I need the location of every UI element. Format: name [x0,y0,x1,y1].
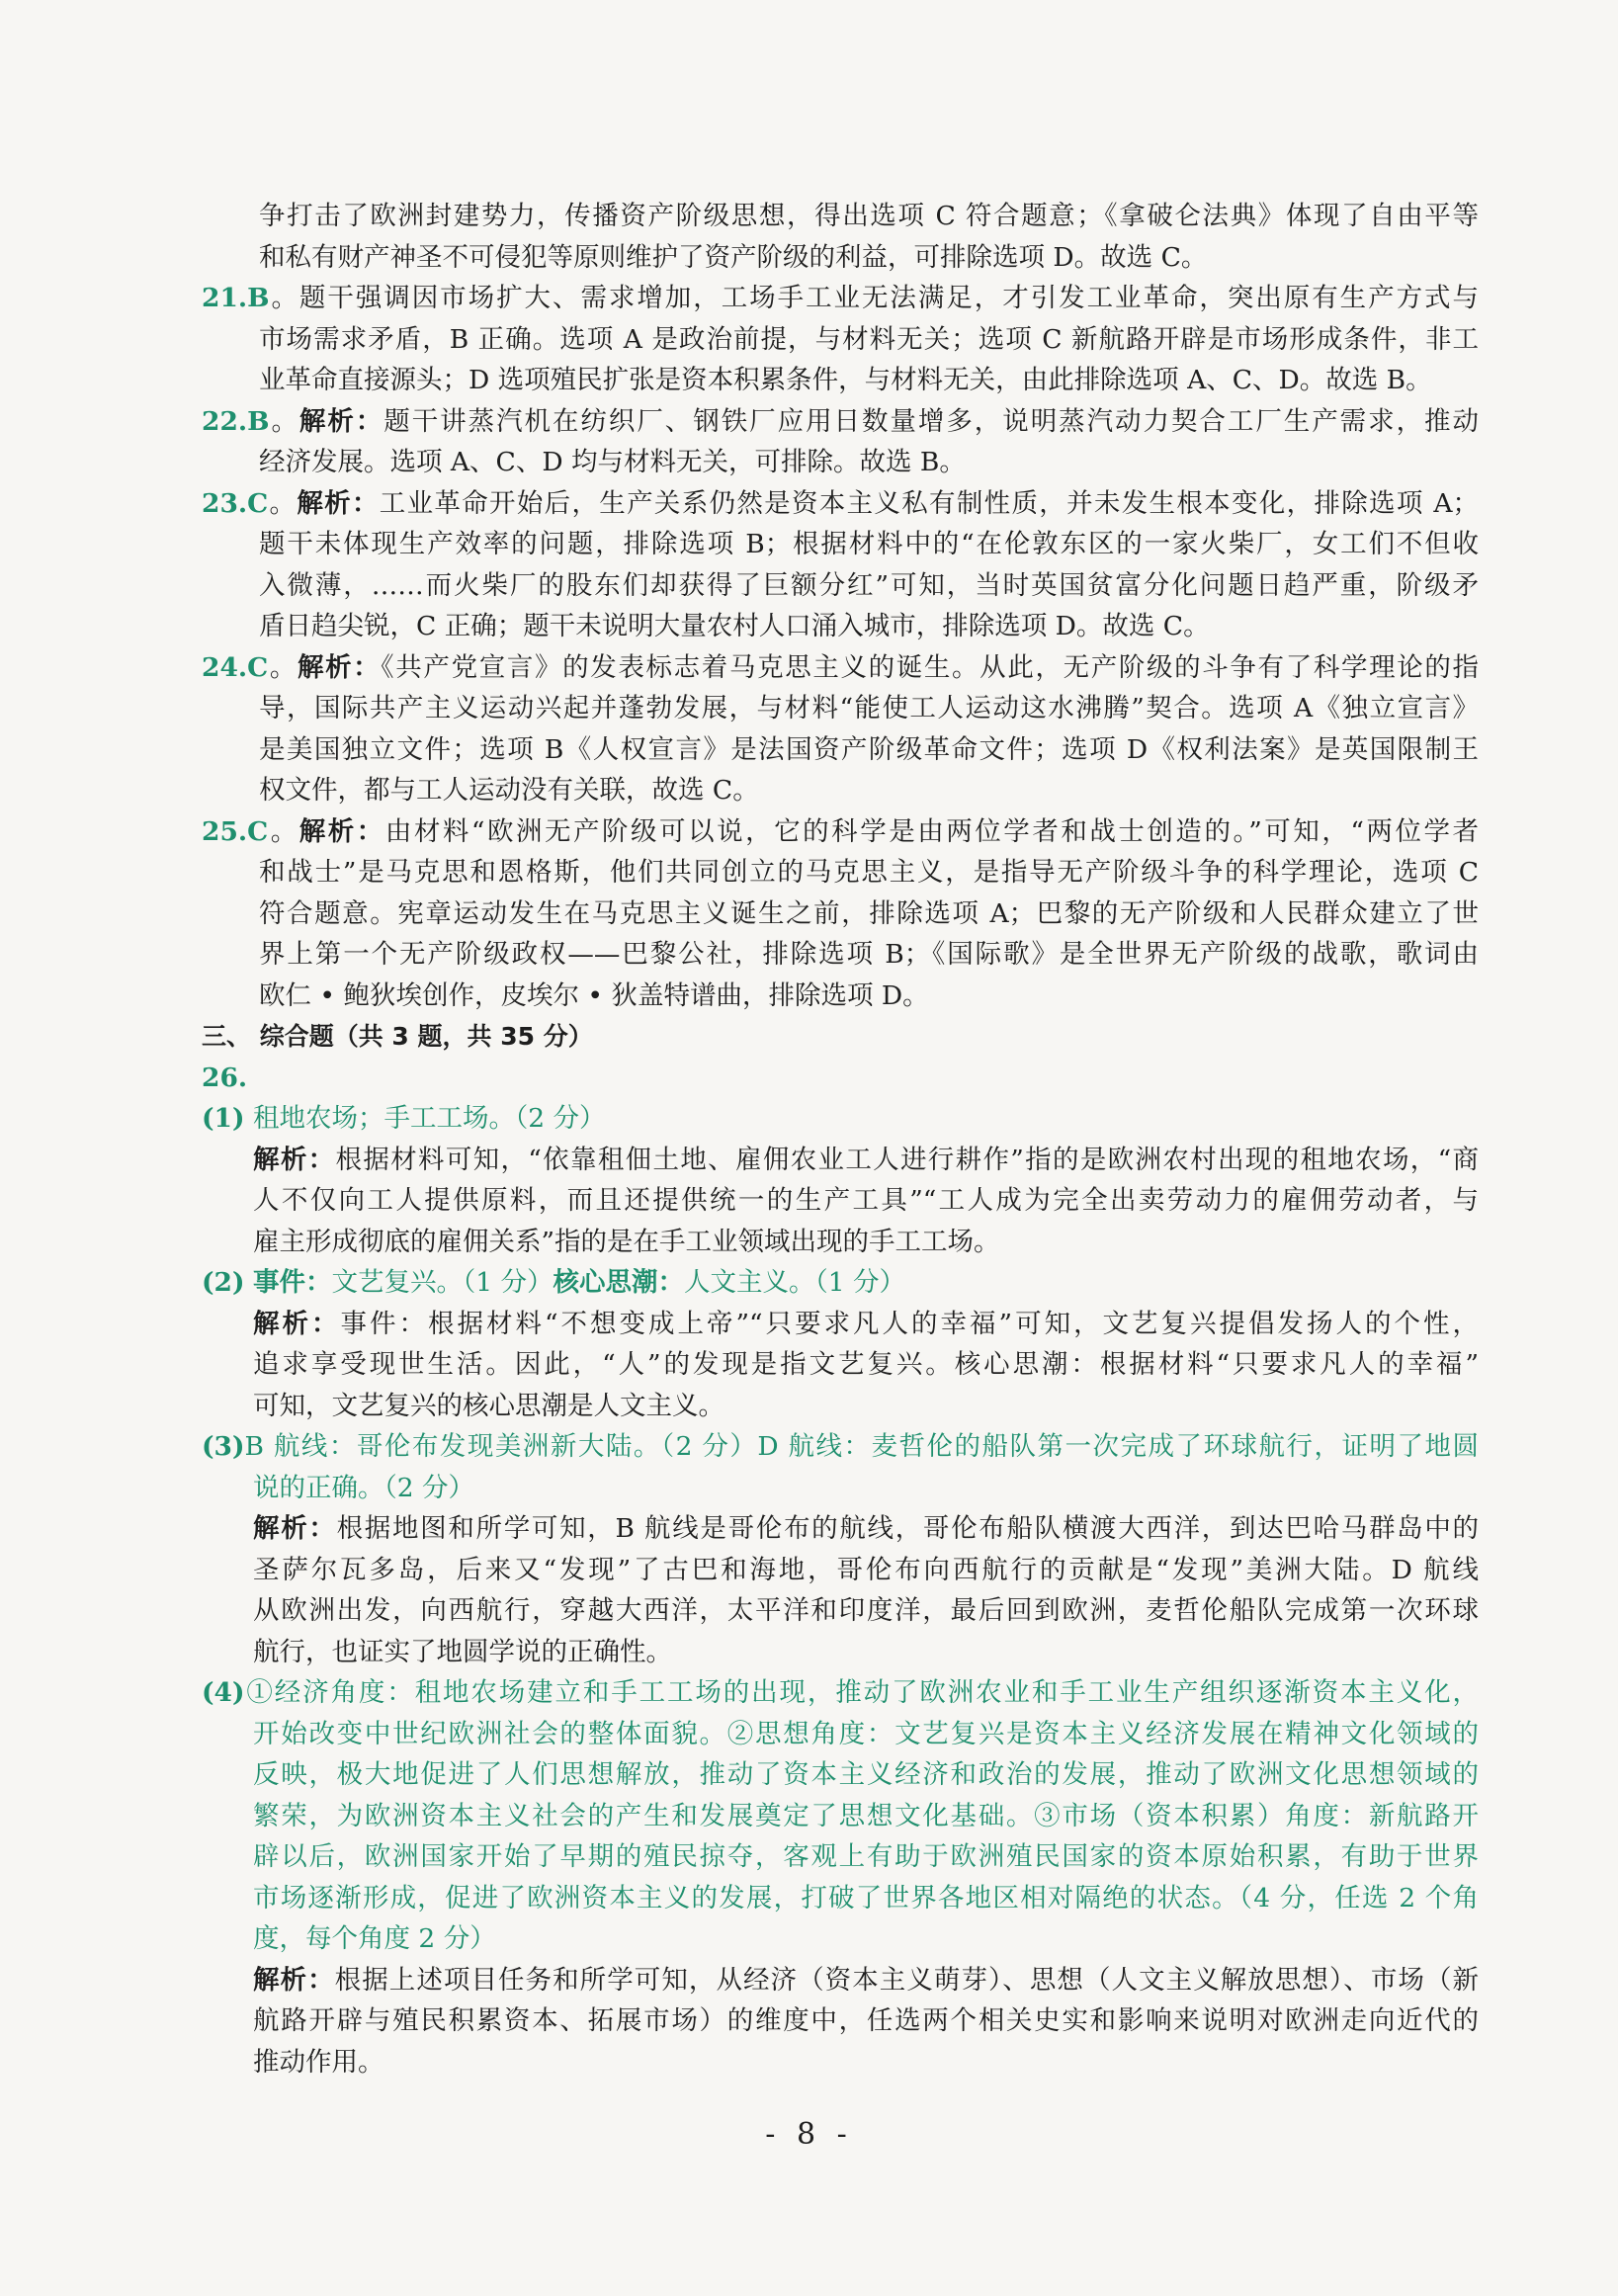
answer-key: C [247,651,269,683]
text-line: 人不仅向工人提供原料，而且还提供统一的生产工具”“工人成为完全出卖劳动力的雇佣劳动者，与 [253,1185,1479,1216]
analysis-label: 解析： [298,815,385,847]
answer-text: 开始改变中世纪欧洲社会的整体面貌。②思想角度：文艺复兴是资本主义经济发展在精神文化领域的 [253,1718,1479,1749]
answer-22: 22.B。解析：题干讲蒸汽机在纺织厂、钢铁厂应用日数量增多，说明蒸汽动力契合工厂生产需求，推动 经济发展。选项 A、C、D 均与材料无关，可排除。故选 B。 [202,401,1479,483]
answer-text: 辟以后，欧洲国家开始了早期的殖民掠夺，客观上有助于欧洲殖民国家的资本原始积累，有助于世界 [253,1841,1479,1872]
sub-question-number: (4) [202,1677,245,1708]
q26-part-3 [202,1426,1479,1672]
answer-text: B 航线：哥伦布发现美洲新大陆。（2 分）D 航线：麦哲伦的船队第一次完成了环球航行，证明了地圆 [244,1431,1479,1462]
text-line: 圣萨尔瓦多岛，后来又“发现”了古巴和海地，哥伦布向西航行的贡献是“发现”美洲大陆。D 航线 [253,1554,1479,1585]
text-line: 雇主形成彻底的雇佣关系”指的是在手工业领域出现的手工工场。 [253,1226,1000,1257]
answer-key: B [247,283,270,313]
answer-text: 人文主义。（1 分） [684,1267,906,1298]
answer-21 [202,278,1479,401]
text-line: 《共产党宣言》的发表标志着马克思主义的诞生。从此，无产阶级的斗争有了科学理论的指 [381,651,1479,683]
text-line: 入微薄，……而火柴厂的股东们却获得了巨额分红”可知，当时英国贫富分化问题日趋严重，阶级矛 [259,569,1479,601]
sub-question-number: (1) [202,1103,245,1134]
text-line: 追求享受现世生活。因此，“人”的发现是指文艺复兴。核心思潮：根据材料“只要求凡人的幸福” [253,1349,1479,1380]
answer-text: 说的正确。（2 分） [253,1472,475,1503]
text-line: 权文件，都与工人运动没有关联，故选 C。 [259,775,759,806]
q26-part-1 [202,1098,1479,1262]
text-line: 经济发展。选项 A、C、D 均与材料无关，可排除。故选 B。 [259,447,966,477]
answer-text: 租地农场；手工工场。（2 分） [252,1103,606,1134]
text-line: 和战士”是马克思和恩格斯，他们共同创立的马克思主义，是指导无产阶级斗争的科学理论，选项 C [259,857,1479,888]
answer-text: 度，每个角度 2 分） [253,1923,496,1954]
text-line: 可知，文艺复兴的核心思潮是人文主义。 [253,1390,724,1421]
text-line: 根据上述项目任务和所学可知，从经济（资本主义萌芽）、思想（人文主义解放思想）、市场（新 [334,1964,1479,1996]
text-line: 题干未体现生产效率的问题，排除选项 B；根据材料中的“在伦敦东区的一家火柴厂，女工们不但收 [259,529,1479,559]
text-line: 争打击了欧洲封建势力，传播资产阶级思想，得出选项 C 符合题意；《拿破仑法典》体现了自由平等 [259,201,1479,231]
intro-block [202,196,1479,278]
text-line: 根据材料可知，“依靠租佃土地、雇佣农业工人进行耕作”指的是欧洲农村出现的租地农场，“商 [335,1144,1479,1175]
answer-label: 核心思潮： [553,1267,684,1298]
text-line: 。题干强调因市场扩大、需求增加，工场手工业无法满足，才引发工业革命，突出原有生产方式与 [269,283,1479,313]
answer-24: 24.C。解析：《共产党宣言》的发表标志着马克思主义的诞生。从此，无产阶级的斗争有了科学理论的指 导，国际共产主义运动兴起并蓬勃发展，与材料“能使工人运动这水沸腾”契合。选项 A《独立宣言》 是美国独立文件；选项 B《人权宣言》是法国资产阶级革命文件；选项 D《权利法案》是英国限制王 权文件，都与工人运动没有关联，故选 C。 [202,647,1479,811]
analysis-label: 解析： [297,487,380,519]
text-line: 导，国际共产主义运动兴起并蓬勃发展，与材料“能使工人运动这水沸腾”契合。选项 A《独立宣言》 [259,693,1479,723]
answer-text: 文艺复兴。（1 分） [331,1267,554,1298]
text-line: 题干讲蒸汽机在纺织厂、钢铁厂应用日数量增多，说明蒸汽动力契合工厂生产需求，推动 [383,405,1479,437]
answer-text: 市场逐渐形成，促进了欧洲资本主义的发展，打破了世界各地区相对隔绝的状态。（4 分，任选 2 个角 [253,1882,1479,1913]
answer-25: 25.C。解析：由材料“欧洲无产阶级可以说，它的科学是由两位学者和战士创造的。”可知，“两位学者 和战士”是马克思和恩格斯，他们共同创立的马克思主义，是指导无产阶级斗争的科学理论，选项 C 符合题意。宪章运动发生在马克思主义诞生之前，排除选项 A；巴黎的无产阶级和人民群众建立了世 界上第一个无产阶级政权——巴黎公社，排除选项 B；《国际歌》是全世界无产阶级的战歌，歌词由 欧仁 • 鲍狄埃创作，皮埃尔 • 狄盖特谱曲，排除选项 D。 [202,811,1479,1017]
question-26-heading [202,1058,1479,1099]
answer-key: C [247,487,269,519]
section-title: 三、 综合题（共 3 题，共 35 分） [202,1022,593,1051]
text-line: 根据地图和所学可知，B 航线是哥伦布的航线，哥伦布船队横渡大西洋，到达巴哈马群岛中的 [336,1513,1479,1544]
sub-question-number: (2) [202,1267,245,1298]
answer-text: 繁荣，为欧洲资本主义社会的产生和发展奠定了思想文化基础。③市场（资本积累）角度：新航路开 [253,1800,1479,1831]
text-line: 工业革命开始后，生产关系仍然是资本主义私有制性质，并未发生根本变化，排除选项 A； [379,487,1479,519]
question-number: 25. [202,815,248,847]
text-line: 欧仁 • 鲍狄埃创作，皮埃尔 • 狄盖特谱曲，排除选项 D。 [259,979,929,1011]
text-line: 由材料“欧洲无产阶级可以说，它的科学是由两位学者和战士创造的。”可知，“两位学者 [384,815,1479,847]
q26-part-2 [202,1262,1479,1426]
question-number: 24. [202,651,248,683]
analysis-label: 解析： [297,651,382,683]
text-line: 界上第一个无产阶级政权——巴黎公社，排除选项 B；《国际歌》是全世界无产阶级的战歌，歌词由 [259,939,1479,970]
answer-text: 反映，极大地促进了人们思想解放，推动了资本主义经济和政治的发展，推动了欧洲文化思想领域的 [253,1759,1479,1790]
answer-key: C [247,815,269,847]
text-line: 航路开辟与殖民积累资本、拓展市场）的维度中，任选两个相关史实和影响来说明对欧洲走向近代的 [253,2005,1479,2036]
question-number: 23. [202,487,248,519]
text-line: 符合题意。宪章运动发生在马克思主义诞生之前，排除选项 A；巴黎的无产阶级和人民群众建立了世 [259,897,1479,929]
analysis-label: 解析： [253,1144,336,1175]
answer-text: ①经济角度：租地农场建立和手工工场的出现，推动了欧洲农业和手工业生产组织逐渐资本主义化， [244,1677,1479,1708]
text-line: 从欧洲出发，向西航行，穿越大西洋，太平洋和印度洋，最后回到欧洲，麦哲伦船队完成第一次环球 [253,1595,1479,1626]
answer-23: 23.C。解析：工业革命开始后，生产关系仍然是资本主义私有制性质，并未发生根本变化，排除选项 A； 题干未体现生产效率的问题，排除选项 B；根据材料中的“在伦敦东区的一家火柴厂，女工们不但收 入微薄，……而火柴厂的股东们却获得了巨额分红”可知，当时英国贫富分化问题日趋严重，阶级矛 盾日趋尖锐，C 正确；题干未说明大量农村人口涌入城市，排除选项 D。故选 C。 [202,483,1479,647]
text-line: 是美国独立文件；选项 B《人权宣言》是法国资产阶级革命文件；选项 D《权利法案》是英国限制王 [259,733,1479,765]
text-line: 市场需求矛盾，B 正确。选项 A 是政治前提，与材料无关；选项 C 新航路开辟是市场形成条件，非工 [259,323,1479,355]
answer-label: 事件： [252,1267,332,1298]
answer-page-content [202,196,1479,2083]
answer-key: B [247,405,270,437]
page-number: - 8 - [765,2117,853,2152]
text-line: 事件：根据材料“不想变成上帝”“只要求凡人的幸福”可知，文艺复兴提倡发扬人的个性， [340,1308,1479,1339]
question-number: 26. [202,1062,248,1093]
text-line: 盾日趋尖锐，C 正确；题干未说明大量农村人口涌入城市，排除选项 D。故选 C。 [259,611,1210,641]
question-number: 21. [202,283,248,313]
analysis-label: 解析： [253,1964,335,1996]
analysis-label: 解析： [253,1308,341,1339]
q26-part-4 [202,1672,1479,2083]
analysis-label: 解析： [298,405,384,437]
question-number: 22. [202,405,248,437]
text-line: 业革命直接源头；D 选项殖民扩张是资本积累条件，与材料无关，由此排除选项 A、C、D。故选 B。 [259,365,1432,395]
analysis-label: 解析： [253,1513,337,1544]
sub-question-number: (3) [202,1431,245,1462]
text-line: 和私有财产神圣不可侵犯等原则维护了资产阶级的利益，可排除选项 D。故选 C。 [259,241,1208,273]
text-line: 航行，也证实了地圆学说的正确性。 [253,1636,672,1667]
text-line: 推动作用。 [253,2046,384,2078]
